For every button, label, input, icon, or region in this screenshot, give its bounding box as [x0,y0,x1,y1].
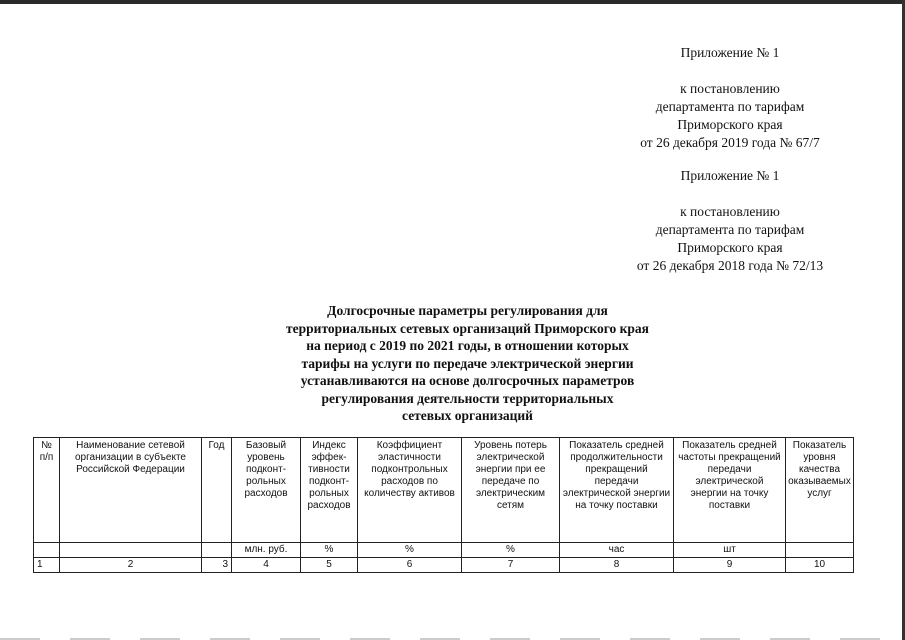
column-number-cell: 10 [786,558,854,573]
column-number-cell: 4 [232,558,301,573]
col-header-losses: Уровень потерь электрической энергии при ее передаче по электрическим сетям [462,438,560,543]
col-header-number: № п/п [34,438,60,543]
col-header-outage-duration: Показатель средней продолжительности прекращений передачи электрической энергии на точку поставки [560,438,674,543]
col-header-year: Год [202,438,232,543]
unit-cell [34,543,60,558]
col-header-base-level: Базовый уровень подконт-рольных расходов [232,438,301,543]
appendix-current-title: Приложение № 1 [680,45,780,60]
document-title-line: на период с 2019 по 2021 годы, в отношении которых [306,338,629,353]
column-number-cell: 1 [34,558,60,573]
document-title-line: тарифы на услуги по передаче электрической энергии [301,355,634,371]
document-title-line: Долгосрочные параметры регулирования для [327,303,608,318]
column-number-cell: 3 [202,558,232,573]
column-number-cell: 9 [674,558,786,573]
col-header-outage-frequency: Показатель средней частоты прекращений передачи электрической энергии на точку поставки [674,438,786,543]
unit-cell: шт [674,543,786,558]
appendix-current-line4: от 26 декабря 2019 года № 67/7 [640,135,820,150]
unit-cell: час [560,543,674,558]
appendix-previous [600,167,860,275]
appendix-previous-line3: Приморского края [677,240,783,255]
col-header-organization: Наименование сетевой организации в субъекте Российской Федерации [60,438,202,543]
document-title-line: сетевых организаций [402,408,533,423]
document-title-line: устанавливаются на основе долгосрочных параметров [300,373,635,388]
parameters-table [33,437,854,573]
document-title-line: регулирования деятельности территориальных [321,390,614,406]
column-number-cell: 8 [560,558,674,573]
scan-edge-top [0,0,905,4]
col-header-elasticity: Коэффициент эластичности подконтрольных расходов по количеству активов [358,438,462,543]
unit-cell: млн. руб. [232,543,301,558]
unit-cell: % [462,543,560,558]
column-number-cell: 6 [358,558,462,573]
appendix-current-line3: Приморского края [677,117,783,132]
appendix-previous-line4: от 26 декабря 2018 года № 72/13 [636,258,824,273]
document-title-line: территориальных сетевых организаций Приморского края [286,320,649,336]
table-column-numbers-row [34,558,854,573]
column-number-cell: 7 [462,558,560,573]
col-header-efficiency-index: Индекс эффек-тивности подконт-рольных расходов [301,438,358,543]
unit-cell [202,543,232,558]
appendix-current-line2: департамента по тарифам [655,99,805,114]
unit-cell: % [301,543,358,558]
appendix-previous-line1: к постановлению [680,204,780,219]
appendix-current [600,44,860,152]
column-number-cell: 5 [301,558,358,573]
document-title [245,302,690,425]
table-header-row [34,438,854,543]
appendix-previous-line2: департамента по тарифам [655,222,805,237]
appendix-current-line1: к постановлению [680,81,780,96]
col-header-service-quality: Показатель уровня качества оказываемых услуг [786,438,854,543]
unit-cell [60,543,202,558]
unit-cell: % [358,543,462,558]
column-number-cell: 2 [60,558,202,573]
table-units-row [34,543,854,558]
unit-cell [786,543,854,558]
appendix-previous-title: Приложение № 1 [680,168,780,183]
